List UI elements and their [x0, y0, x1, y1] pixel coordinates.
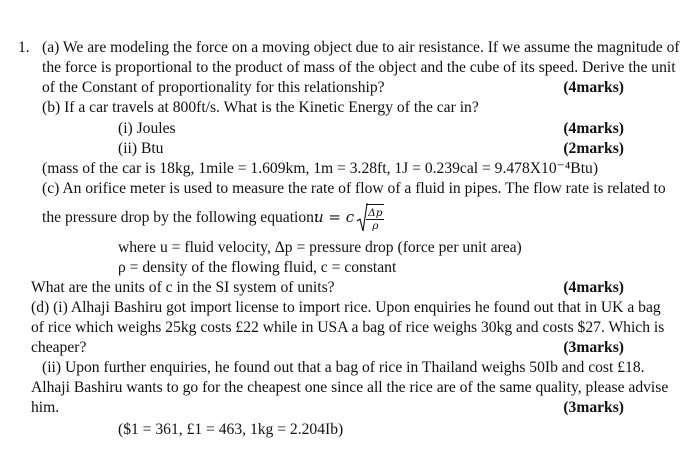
part-b-line-1: (b) If a car travels at 800ft/s. What is the Kinetic Energy of the car in?: [42, 99, 479, 116]
part-b-i: (i) Joules: [118, 120, 176, 137]
part-b-i-marks: (4marks): [563, 120, 624, 137]
part-a-line-3: of the Constant of proportionality for this relationship?: [42, 79, 385, 96]
part-d-ii-line-1: (ii) Upon further enquiries, he found out that a bag of rice in Thailand weighs 50Ib and cost £18.: [42, 359, 645, 376]
part-d-ii-marks: (3marks): [563, 399, 624, 416]
part-d-i-line-1: (d) (i) Alhaji Bashiru got import license to import rice. Upon enquiries he found out that in UK a bag: [31, 299, 661, 316]
part-a-line-1: (a) We are modeling the force on a moving object due to air resistance. If we assume the magnitude of: [42, 39, 680, 56]
exchange-rates: ($1 = 361, £1 = 463, 1kg = 2.204Ib): [118, 421, 344, 438]
part-c-line-1: (c) An orifice meter is used to measure the rate of flow of a fluid in pipes. The flow rate is related to: [42, 180, 666, 197]
part-c-where-2: ρ = density of the flowing fluid, c = constant: [118, 259, 397, 276]
part-a-marks: (4marks): [563, 79, 624, 96]
part-d-ii-line-2: Alhaji Bashiru wants to go for the cheapest one since all the rice are of the same quality, please advise: [31, 379, 669, 396]
part-b-ii: (ii) Btu: [118, 140, 164, 157]
part-d-i-line-3: cheaper?: [31, 339, 87, 356]
part-d-i-marks: (3marks): [563, 339, 624, 356]
part-c-question: What are the units of c in the SI system of units?: [31, 279, 335, 296]
part-c-where-1: where u = fluid velocity, Δp = pressure drop (force per unit area): [118, 239, 522, 256]
part-c-marks: (4marks): [563, 279, 624, 296]
part-a-line-2: the force is proportional to the product of mass of the object and the cube of its speed. Derive the unit: [42, 59, 676, 76]
question-number: 1.: [18, 39, 30, 56]
part-d-ii-line-3: him.: [31, 399, 60, 416]
part-b-conversion-note: (mass of the car is 18kg, 1mile = 1.609km, 1m = 3.28ft, 1J = 0.239cal = 9.478X10⁻⁴Btu): [42, 160, 599, 177]
square-root: [356, 203, 384, 233]
part-b-ii-marks: (2marks): [563, 140, 624, 157]
fraction-denominator: ρ: [372, 220, 379, 232]
fraction: [366, 204, 384, 232]
part-d-i-line-2: of rice which weighs 25kg costs £22 while in USA a bag of rice weighs 30kg and costs $27. Which is: [31, 319, 665, 336]
part-c-line-2: the pressure drop by the following equation:: [42, 209, 319, 226]
equation-lhs: u = c: [314, 208, 355, 227]
fraction-numerator: Δp: [368, 207, 383, 219]
orifice-equation: [314, 203, 384, 233]
